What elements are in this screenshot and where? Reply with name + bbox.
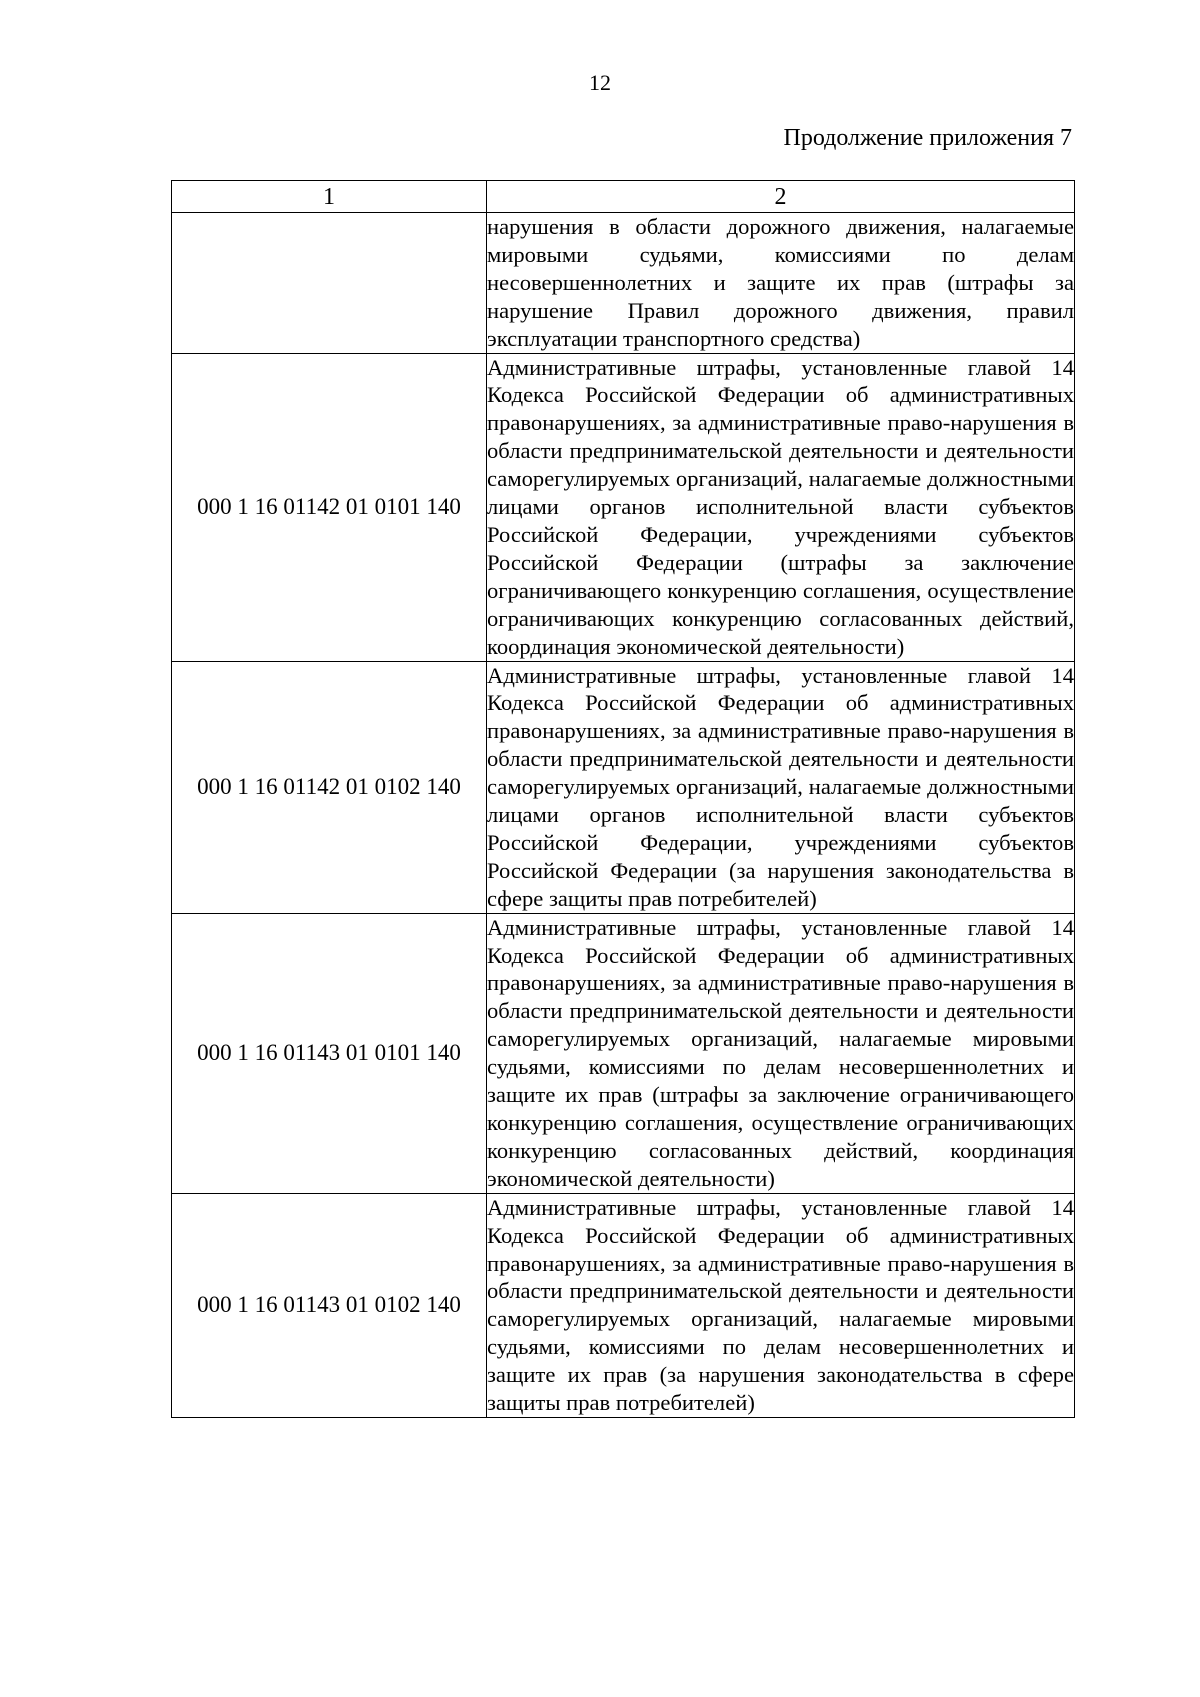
- description-text: Административные штрафы, установленные главой 14 Кодекса Российской Федерации об административных правонарушениях, за административные право-нарушения в области предпринимательской деятельности и деятельности саморегулируемых организаций, налагаемые должностными лицами органов исполнительной власти субъектов Российской Федерации, учреждениями субъектов Российской Федерации (штрафы за заключение ограничивающего конкуренцию соглашения, осуществление ограничивающих конкуренцию согласованных действий, координация экономической деятельности): [487, 354, 1074, 659]
- description-text: нарушения в области дорожного движения, налагаемые мировыми судьями, комиссиями по делам несовершеннолетних и защите их прав (штрафы за нарушение Правил дорожного движения, правил эксплуатации транспортного средства): [487, 214, 1074, 351]
- description-cell: [487, 353, 1075, 661]
- classification-code-cell: 000 1 16 01142 01 0102 140: [172, 661, 487, 913]
- table-row: [172, 913, 1075, 1193]
- description-cell: [487, 1193, 1075, 1417]
- table-row: [172, 213, 1075, 354]
- description-cell: [487, 661, 1075, 913]
- classification-code-cell: 000 1 16 01142 01 0101 140: [172, 353, 487, 661]
- table-row: [172, 353, 1075, 661]
- table-row: [172, 1193, 1075, 1417]
- description-cell: [487, 913, 1075, 1193]
- table-row: [172, 661, 1075, 913]
- table-header-row: [172, 181, 1075, 213]
- classification-code-cell: 000 1 16 01143 01 0101 140: [172, 913, 487, 1193]
- column-header-2: 2: [487, 181, 1075, 213]
- page-number: 12: [589, 70, 611, 95]
- description-cell: [487, 213, 1075, 354]
- description-text: Административные штрафы, установленные главой 14 Кодекса Российской Федерации об административных правонарушениях, за административные право-нарушения в области предпринимательской деятельности и деятельности саморегулируемых организаций, налагаемые мировыми судьями, комиссиями по делам несовершеннолетних и защите их прав (за нарушения законодательства в сфере защиты прав потребителей): [487, 1194, 1074, 1416]
- column-header-1: 1: [172, 181, 487, 213]
- description-text: Административные штрафы, установленные главой 14 Кодекса Российской Федерации об административных правонарушениях, за административные право-нарушения в области предпринимательской деятельности и деятельности саморегулируемых организаций, налагаемые должностными лицами органов исполнительной власти субъектов Российской Федерации, учреждениями субъектов Российской Федерации (за нарушения законодательства в сфере защиты прав потребителей): [487, 662, 1074, 911]
- classification-code-cell: [172, 213, 487, 354]
- appendix-continuation-note: Продолжение приложения 7: [783, 125, 1072, 151]
- description-text: Административные штрафы, установленные главой 14 Кодекса Российской Федерации об административных правонарушениях, за административные право-нарушения в области предпринимательской деятельности и деятельности саморегулируемых организаций, налагаемые мировыми судьями, комиссиями по делам несовершеннолетних и защите их прав (штрафы за заключение ограничивающего конкуренцию соглашения, осуществление ограничивающих конкуренцию согласованных действий, координация экономической деятельности): [487, 914, 1074, 1191]
- budget-codes-table: [171, 180, 1075, 1418]
- classification-code-cell: 000 1 16 01143 01 0102 140: [172, 1193, 487, 1417]
